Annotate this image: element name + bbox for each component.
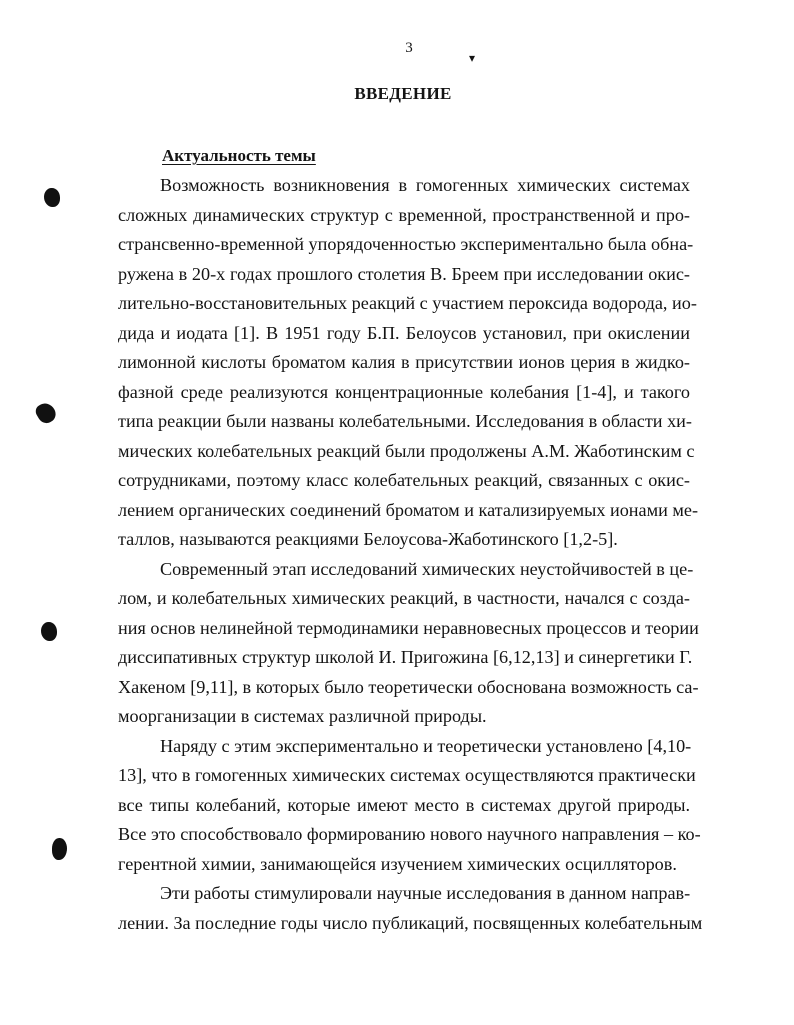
text-line: дида и иодата [1]. В 1951 году Б.П. Белоусов установил, при окислении bbox=[118, 322, 690, 343]
text-line: странсвенно-временной упорядоченностью экспериментально была обна- bbox=[118, 234, 694, 254]
text-line: Все это способствовало формированию нового научного направления – ко- bbox=[118, 824, 701, 844]
text-line: Возможность возникновения в гомогенных химических системах bbox=[160, 175, 690, 195]
paragraph-4 bbox=[118, 879, 703, 938]
paragraph-3 bbox=[118, 732, 701, 880]
text-line: ния основ нелинейной термодинамики неравновесных процессов и теории bbox=[118, 617, 699, 638]
punch-hole bbox=[52, 838, 67, 860]
text-line: лом, и колебательных химических реакций, в частности, начался с созда- bbox=[118, 588, 690, 608]
body-text bbox=[118, 171, 703, 938]
text-line: диссипативных структур школой И. Пригожина [6,12,13] и синергетики Г. bbox=[118, 647, 693, 667]
text-line: Современный этап исследований химических неустойчивостей в це- bbox=[160, 558, 694, 579]
text-line: 13], что в гомогенных химических системах осуществляются практически bbox=[118, 765, 696, 785]
page-number: 3 bbox=[405, 40, 413, 56]
punch-hole bbox=[33, 400, 59, 426]
page-title: ВВЕДЕНИЕ bbox=[354, 84, 452, 103]
paragraph-1 bbox=[118, 171, 699, 555]
text-line: Эти работы стимулировали научные исследования в данном направ- bbox=[160, 883, 691, 903]
text-line: типа реакции были названы колебательными. Исследования в области хи- bbox=[118, 411, 692, 431]
section-heading: Актуальность темы bbox=[162, 146, 316, 165]
text-line: лимонной кислоты броматом калия в присутствии ионов церия в жидко- bbox=[118, 352, 690, 372]
text-line: сложных динамических структур с временной, пространственной и про- bbox=[118, 204, 690, 225]
text-line: лении. За последние годы число публикаций, посвященных колебательным bbox=[118, 912, 703, 933]
text-line: мических колебательных реакций были продолжены А.М. Жаботинским с bbox=[118, 440, 695, 461]
punch-hole bbox=[41, 622, 57, 641]
text-line: моорганизации в системах различной природы. bbox=[118, 706, 487, 726]
text-line: сотрудниками, поэтому класс колебательных реакций, связанных с окис- bbox=[118, 470, 690, 490]
text-line: Наряду с этим экспериментально и теоретически установлено [4,10- bbox=[160, 735, 692, 756]
punch-hole bbox=[44, 188, 60, 207]
text-line: герентной химии, занимающейся изучением химических осцилляторов. bbox=[118, 853, 677, 874]
text-line: таллов, называются реакциями Белоусова-Жаботинского [1,2-5]. bbox=[118, 529, 618, 549]
text-line: фазной среде реализуются концентрационные колебания [1-4], и такого bbox=[118, 381, 690, 402]
text-line: все типы колебаний, которые имеют место в системах другой природы. bbox=[118, 794, 690, 815]
text-line: лением органических соединений броматом и катализируемых ионами ме- bbox=[118, 499, 699, 520]
stray-mark: ▾ bbox=[469, 51, 476, 65]
paragraph-2 bbox=[118, 555, 699, 732]
text-line: ружена в 20-х годах прошлого столетия В. Бреем при исследовании окис- bbox=[118, 263, 690, 284]
text-line: Хакеном [9,11], в которых было теоретически обоснована возможность са- bbox=[118, 676, 699, 697]
text-line: лительно-восстановительных реакций с участием пероксида водорода, ио- bbox=[118, 293, 697, 313]
